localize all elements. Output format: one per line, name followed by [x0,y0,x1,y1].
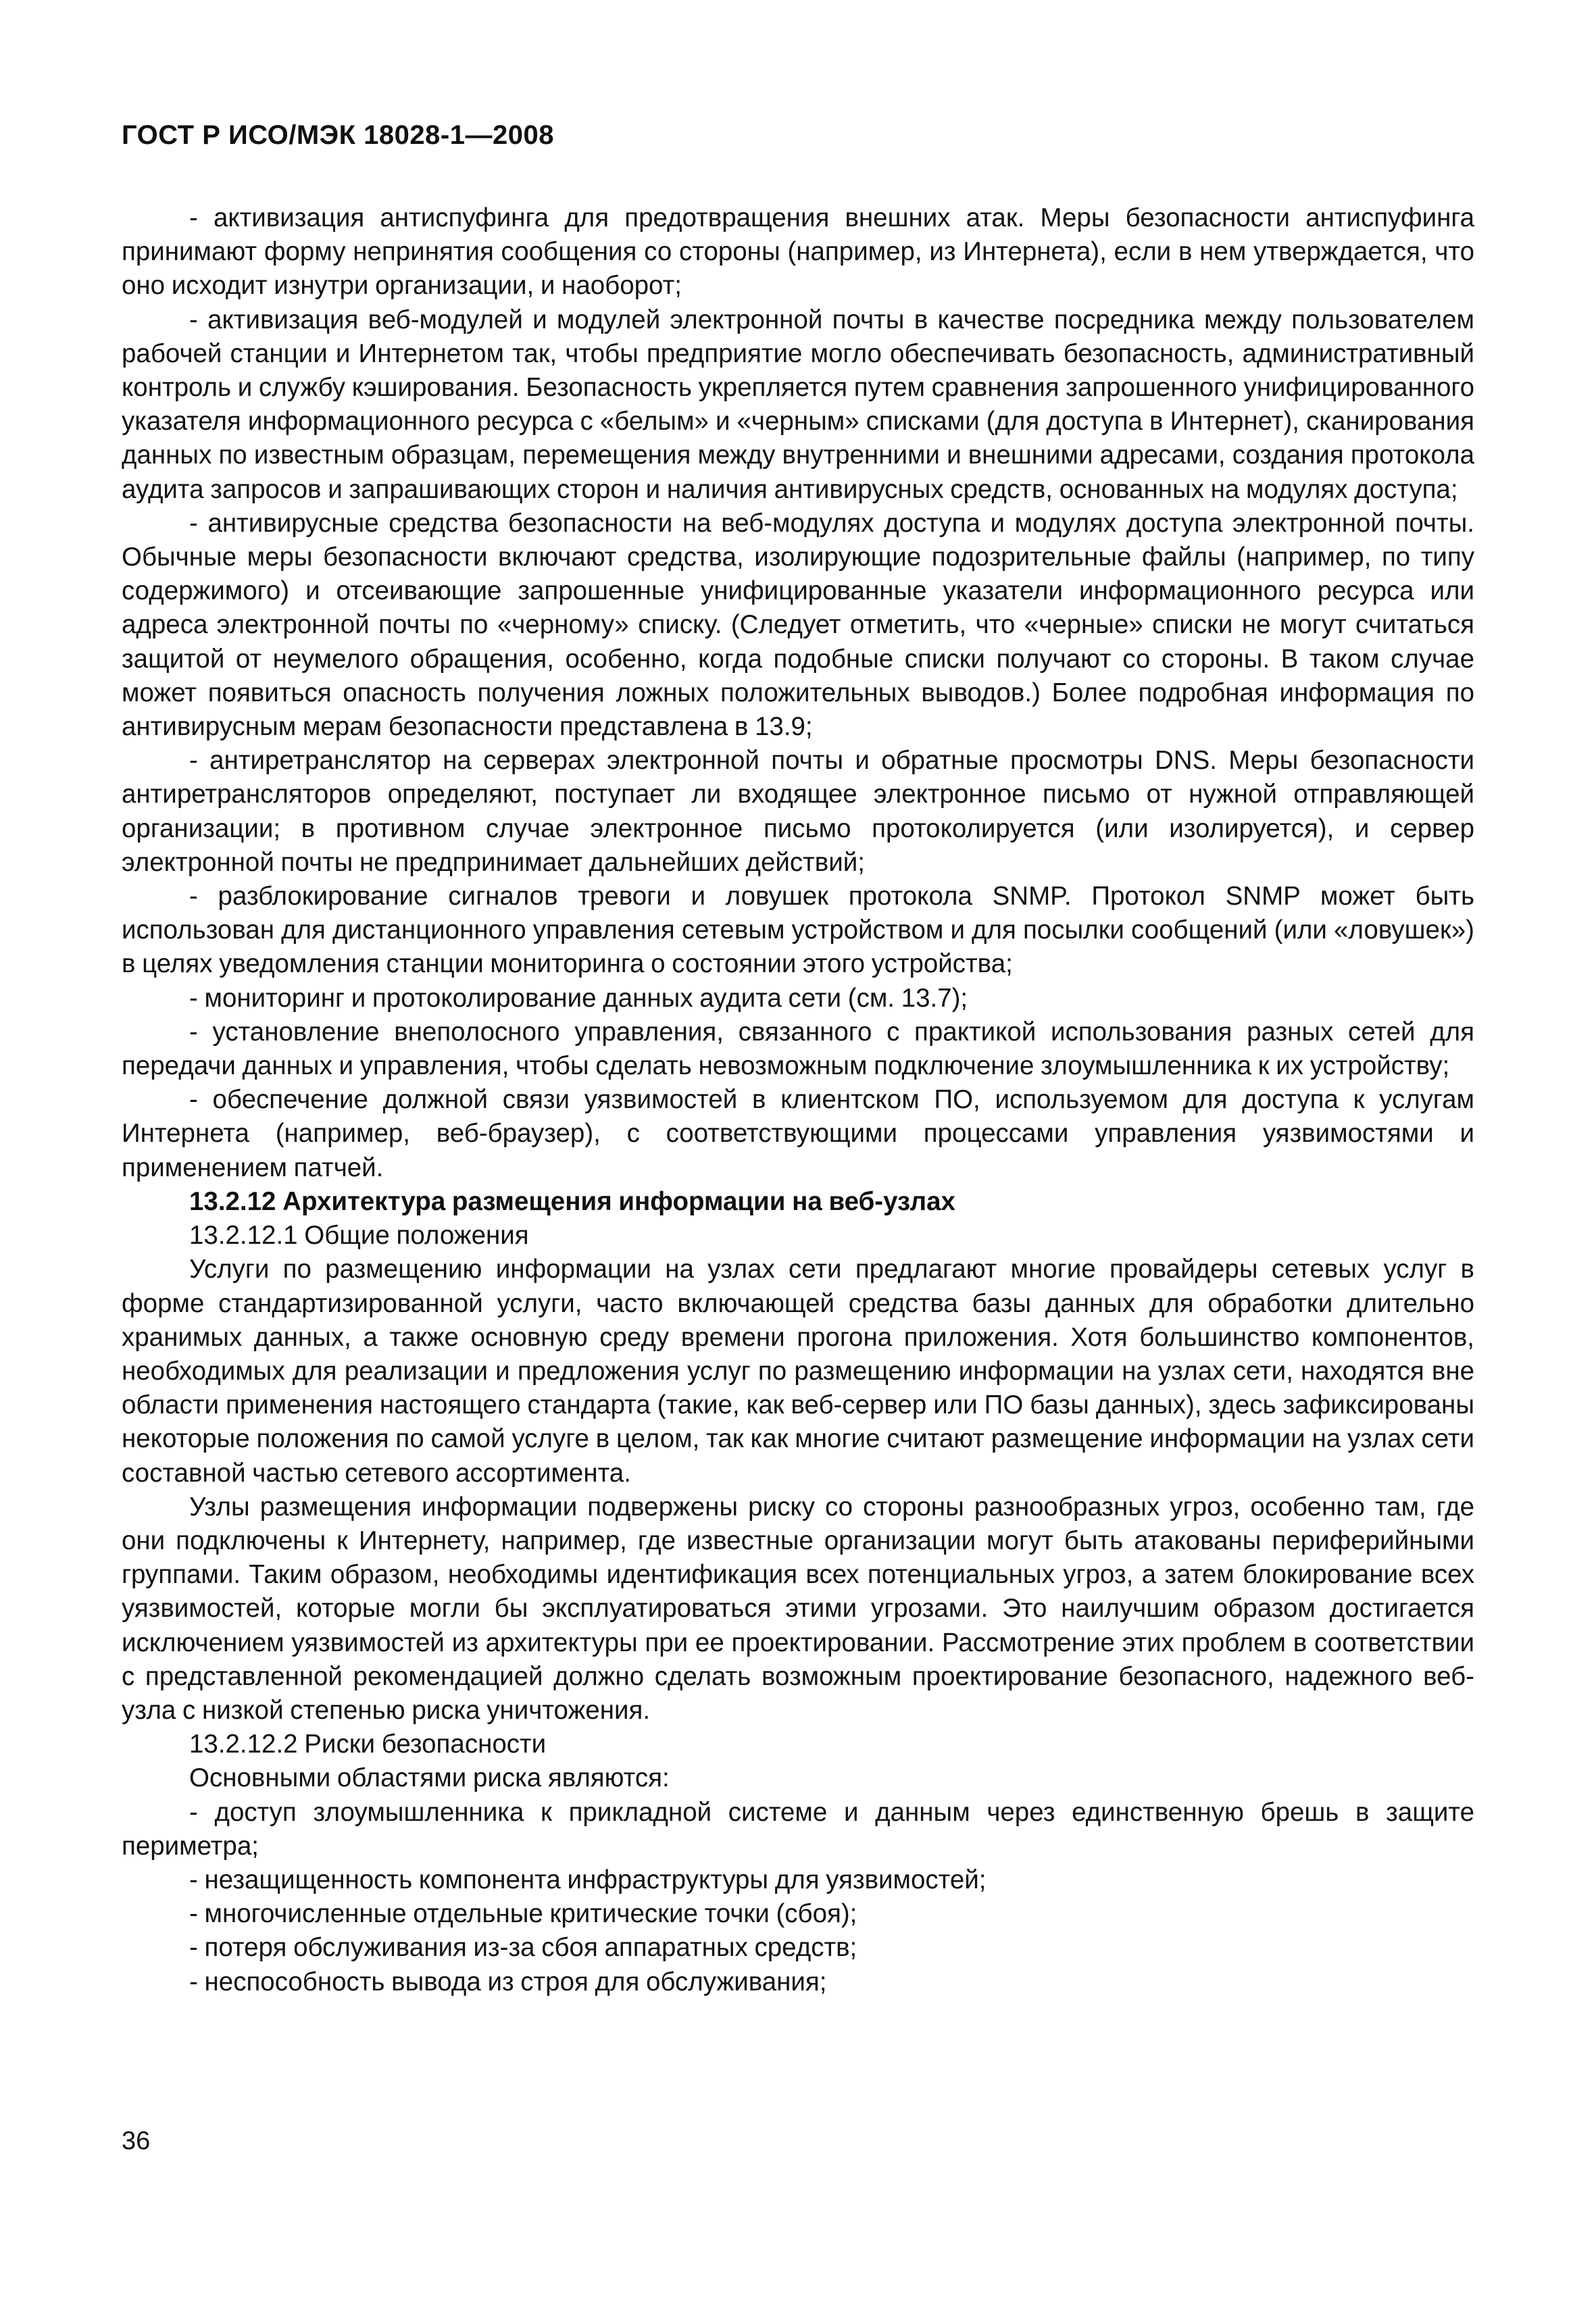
list-item: - доступ злоумышленника к прикладной системе и данным через единственную брешь в защите периметра; [122,1797,1474,1861]
subsection-title: 13.2.12.2 Риски безопасности [189,1730,547,1759]
list-item: - неспособность вывода из строя для обслуживания; [189,1967,827,1996]
document-header: ГОСТ Р ИСО/МЭК 18028-1—2008 [122,120,554,150]
paragraph: - разблокирование сигналов тревоги и ловушек протокола SNMP. Протокол SNMP может быть использован для дистанционного управления сетевым устройством и для посылки сообщений (или «ловушек») в целях уведомления станции мониторинга о состоянии этого устройства; [122,882,1474,979]
list-item: - многочисленные отдельные критические точки (сбоя); [189,1899,857,1929]
subsection-title: 13.2.12.1 Общие положения [189,1221,529,1251]
paragraph: - антивирусные средства безопасности на веб-модулях доступа и модулях доступа электронной почты. Обычные меры безопасности включают средства, изолирующие подозрительные файлы (например, по типу содержимого) и отсеивающие запрошенные унифицированные указатели информационного ресурса или адреса электронной почты по «черному» списку. (Следует отметить, что «черные» списки не могут считаться защитой от неумелого обращения, особенно, когда подобные списки получают со стороны. В таком случае может появиться опасность получения ложных положительных выводов.) Более подробная информация по антивирусным мерам безопасности представлена в 13.9; [122,508,1474,742]
paragraph: - активизация антиспуфинга для предотвращения внешних атак. Меры безопасности антиспуфинга принимают форму непринятия сообщения со стороны (например, из Интернета), если в нем утверждается, что оно исходит изнутри организации, и наоборот; [122,203,1474,301]
section-heading: 13.2.12 Архитектура размещения информации на веб-узлах [189,1186,955,1216]
paragraph: - обеспечение должной связи уязвимостей в клиентском ПО, используемом для доступа к услугам Интернета (например, веб-браузер), с соответствующими процессами управления уязвимостями и применением патчей. [122,1085,1474,1182]
paragraph: - мониторинг и протоколирование данных аудита сети (см. 13.7); [189,983,968,1013]
paragraph: - антиретранслятор на серверах электронной почты и обратные просмотры DNS. Меры безопасности антиретрансляторов определяют, поступает ли входящее электронное письмо от нужной отправляющей организации; в противном случае электронное письмо протоколируется (или изолируется), и сервер электронной почты не предпринимает дальнейших действий; [122,746,1474,877]
paragraph: - активизация веб-модулей и модулей электронной почты в качестве посредника между пользователем рабочей станции и Интернетом так, чтобы предприятие могло обеспечивать безопасность, административный контроль и службу кэширования. Безопасность укрепляется путем сравнения запрошенного унифицированного указателя информационного ресурса с «белым» и «черным» списками (для доступа в Интернет), сканирования данных по известным образцам, перемещения между внутренними и внешними адресами, создания протокола аудита запросов и запрашивающих сторон и наличия антивирусных средств, основанных на модулях доступа; [122,305,1475,504]
paragraph: Услуги по размещению информации на узлах сети предлагают многие провайдеры сетевых услуг в форме стандартизированной услуги, часто включающей средства базы данных для обработки длительно хранимых данных, а также основную среду времени прогона приложения. Хотя большинство компонентов, необходимых для реализации и предложения услуг по размещению информации на узлах сети, находятся вне области применения настоящего стандарта (такие, как веб-сервер или ПО базы данных), здесь зафиксированы некоторые положения по самой услуге в целом, так как многие считают размещение информации на узлах сети составной частью сетевого ассортимента. [122,1255,1474,1488]
paragraph: - установление внеполосного управления, связанного с практикой использования разных сетей для передачи данных и управления, чтобы сделать невозможным подключение злоумышленника к их устройству; [122,1017,1474,1081]
page-number: 36 [122,2127,151,2155]
list-item: - потеря обслуживания из-за сбоя аппаратных средств; [189,1933,857,1963]
paragraph: Узлы размещения информации подвержены риску со стороны разнообразных угроз, особенно там, где они подключены к Интернету, например, где известные организации могут быть атакованы периферийными группами. Таким образом, необходимы идентификация всех потенциальных угроз, а затем блокирование всех уязвимостей, которые могли бы эксплуатироваться этими угрозами. Это наилучшим образом достигается исключением уязвимостей из архитектуры при ее проектировании. Рассмотрение этих проблем в соответствии с представленной рекомендацией должно сделать возможным проектирование безопасного, надежного веб-узла с низкой степенью риска уничтожения. [122,1492,1474,1725]
document-body [122,201,1474,1999]
paragraph: Основными областями риска являются: [189,1763,670,1793]
list-item: - незащищенность компонента инфраструктуры для уязвимостей; [189,1865,987,1894]
